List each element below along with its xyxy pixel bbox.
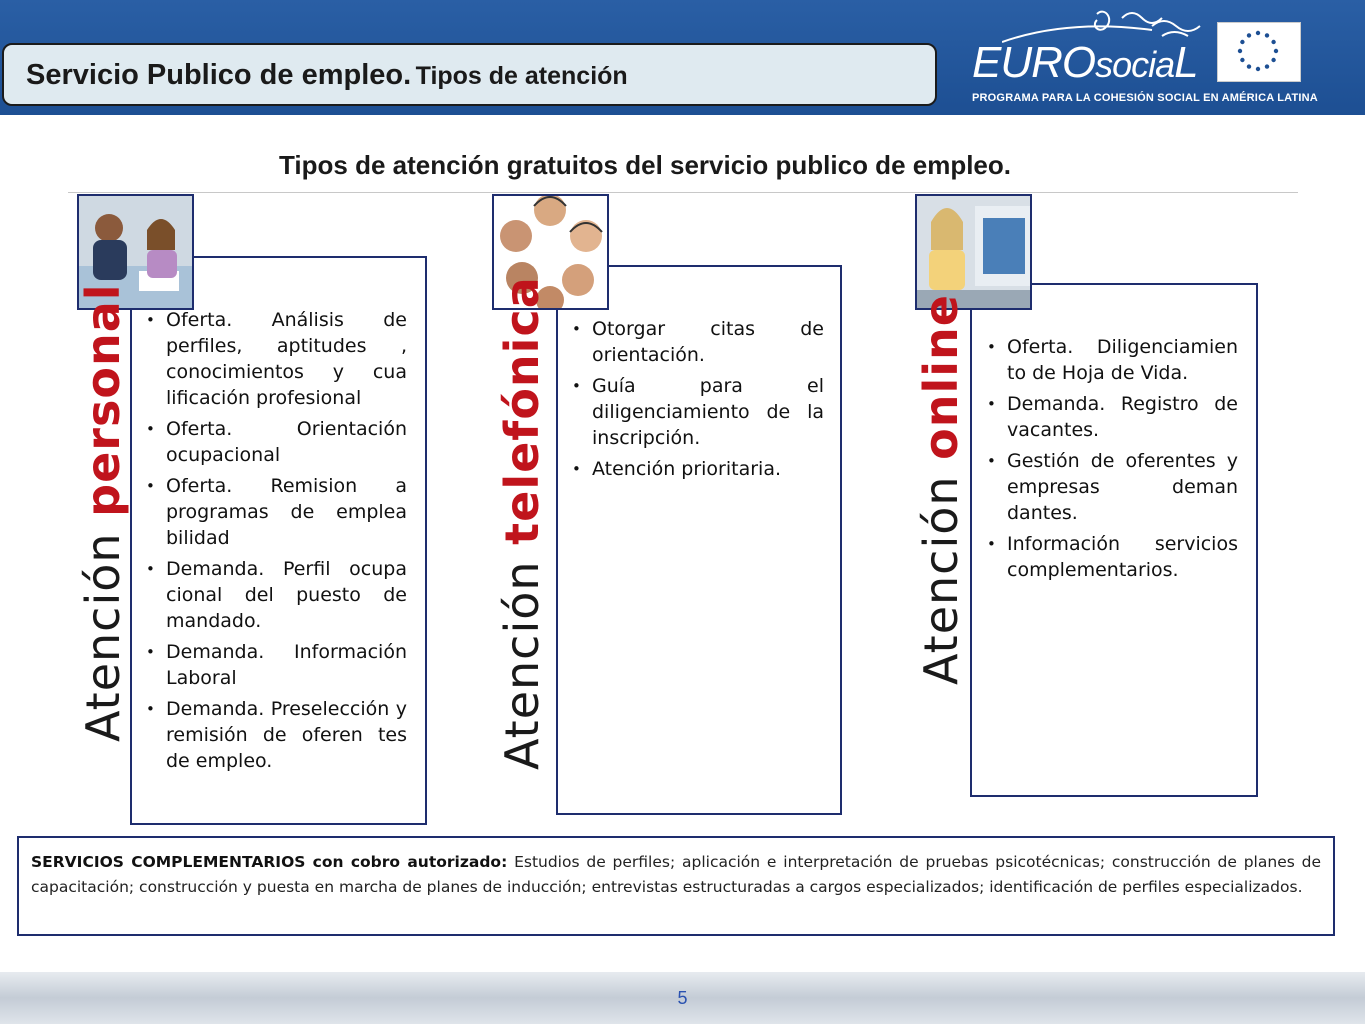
list-item: • Demanda. Registro de vacantes. (981, 391, 1238, 443)
card-personal-label-accent: personal (76, 283, 130, 517)
card-telefonica-label-accent: telefónica (495, 276, 549, 545)
title-box (2, 43, 937, 106)
card-telefonica-label (495, 276, 549, 770)
logo-word-part2: socia (1095, 44, 1175, 85)
list-item: • Oferta. Remision a programas de emplea bilidad (140, 473, 407, 551)
card-telefonica-list (566, 316, 824, 487)
page-title-main: Servicio Publico de empleo. (26, 59, 412, 91)
woman-at-computer-photo (915, 194, 1032, 310)
card-personal-label (76, 283, 130, 742)
eu-flag-icon (1217, 22, 1301, 82)
page-title (26, 59, 628, 92)
services-lead: SERVICIOS COMPLEMENTARIOS con cobro autorizado: (31, 853, 508, 871)
card-online-list (981, 334, 1238, 588)
list-item: • Guía para el diligenciamiento de la inscripción. (566, 373, 824, 451)
list-item: • Demanda. Preselección y remisión de oferen tes de empleo. (140, 696, 407, 774)
list-item: • Información servicios complementarios. (981, 531, 1238, 583)
page-title-sub: Tipos de atención (415, 62, 628, 90)
subheading-divider (68, 192, 1298, 193)
card-online-label-accent: online (914, 294, 968, 460)
services-text: Estudios de perfiles; aplicación e interpretación de pruebas psicotécnicas; construcción de planes de capacitación; construcción y puesta en marcha de planes de inducción; entrevistas estructuradas a cargos especializados; identificación de perfiles especializados. (31, 853, 1321, 896)
logo-word-part1: EURO (972, 38, 1096, 87)
subheading: Tipos de atención gratuitos del servicio publico de empleo. (279, 150, 1011, 180)
list-item: • Demanda. Perfil ocupa cional del puesto de mandado. (140, 556, 407, 634)
card-online-label-plain: Atención (914, 459, 968, 685)
list-item: • Demanda. Información Laboral (140, 639, 407, 691)
eu-stars-icon (1218, 23, 1298, 79)
list-item: • Oferta. Análisis de perfiles, aptitudes , conocimientos y cua lificación profesional (140, 307, 407, 411)
list-item: • Oferta. Diligenciamien to de Hoja de Vida. (981, 334, 1238, 386)
card-online-label (914, 294, 968, 685)
logo-word-part3: L (1174, 38, 1198, 87)
logo-wordmark (972, 38, 1198, 88)
logo-tagline: PROGRAMA PARA LA COHESIÓN SOCIAL EN AMÉRICA LATINA (972, 92, 1318, 104)
page-number: 5 (677, 988, 688, 1008)
list-item: • Gestión de oferentes y empresas deman dantes. (981, 448, 1238, 526)
list-item: • Otorgar citas de orientación. (566, 316, 824, 368)
eurosocial-logo (962, 8, 1318, 108)
card-personal-list (140, 307, 407, 779)
card-personal-label-plain: Atención (76, 516, 130, 742)
complementary-services-box (17, 836, 1335, 936)
card-telefonica-label-plain: Atención (495, 544, 549, 770)
list-item: • Oferta. Orientación ocupacional (140, 416, 407, 468)
list-item: • Atención prioritaria. (566, 456, 824, 482)
